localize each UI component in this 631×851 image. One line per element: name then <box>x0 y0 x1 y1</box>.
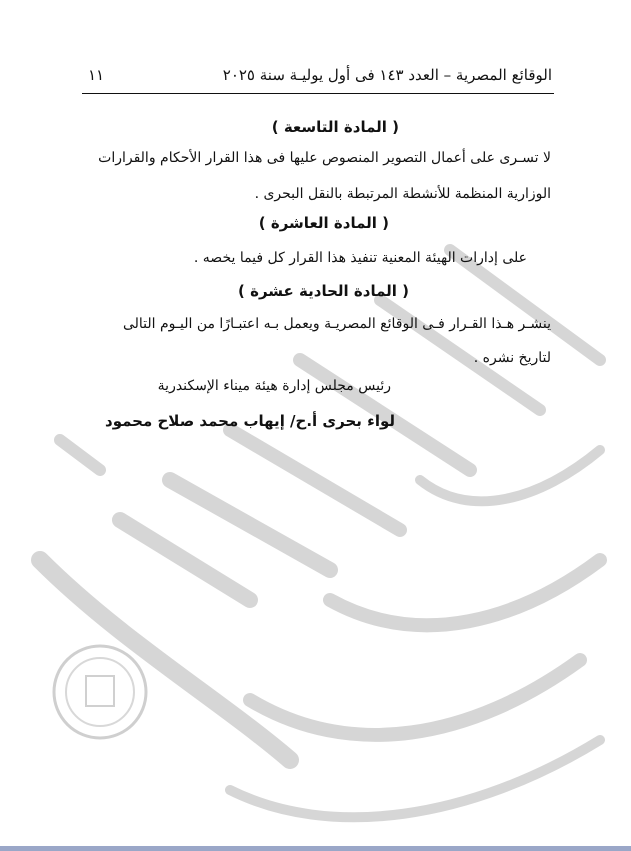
article-heading-11: ( المادة الحادية عشرة ) <box>238 282 409 300</box>
article-11-line-1: ينشـر هـذا القـرار فـى الوقائع المصريـة ويعمل بـه اعتبـارًا من اليـوم التالى <box>122 316 551 332</box>
page-header <box>82 66 552 92</box>
page-number: ١١ <box>88 66 105 84</box>
article-10-line-1: على إدارات الهيئة المعنية تنفيذ هذا القرار كل فيما يخصه . <box>193 250 527 266</box>
signer-title: رئيس مجلس إدارة هيئة ميناء الإسكندرية <box>157 378 391 394</box>
header-title: الوقائع المصرية – العدد ١٤٣ فى أول يوليـة سنة ٢٠٢٥ <box>222 66 552 84</box>
article-heading-9: ( المادة التاسعة ) <box>271 118 399 136</box>
article-heading-10: ( المادة العاشرة ) <box>258 214 389 232</box>
article-11-line-2: لتاريخ نشره . <box>473 350 551 366</box>
signer-name: لواء بحرى أ.ح/ إيهاب محمد صلاح محمود <box>105 412 395 430</box>
article-9-line-1: لا تسـرى على أعمال التصوير المنصوص عليها فى هذا القرار الأحكام والقرارات <box>98 150 551 166</box>
bottom-scan-edge <box>0 846 631 851</box>
article-9-line-2: الوزارية المنظمة للأنشطة المرتبطة بالنقل البحرى . <box>254 186 551 202</box>
header-divider <box>82 93 554 94</box>
